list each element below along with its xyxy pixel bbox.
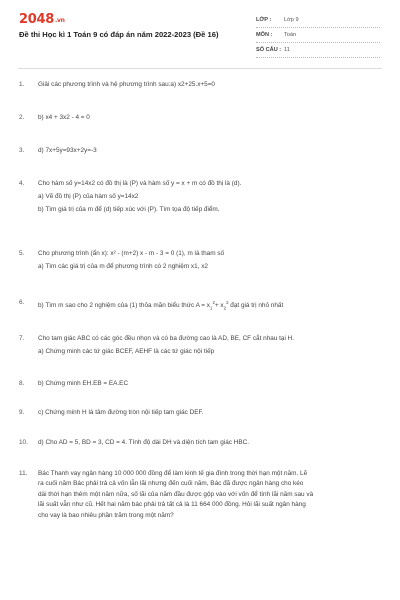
question-8 [19,379,381,389]
page-title: Đề thi Học kì 1 Toán 9 có đáp án năm 2022-2023 (Đề 16) [19,30,219,39]
question-9 [19,408,381,418]
question-11 [19,469,381,521]
question-text-line: cho vay là bao nhiêu phần trăm trong một năm? [38,511,174,519]
meta-key: SỐ CÂU : [256,47,282,53]
question-number: 11. [19,470,28,477]
question-10 [19,438,381,448]
question-text: c) Chứng minh H là tâm đường tròn nội tiếp tam giác DEF. [38,409,204,416]
question-7 [19,334,381,357]
brand-logo[interactable] [19,12,65,27]
meta-row-subject [256,28,380,43]
question-text: Cho phương trình (ẩn x): x² - (m+2) x - m - 3 = 0 (1), m là tham số [38,250,225,257]
question-part-a: a) Tìm các giá trị của m để phương trình có 2 nghiệm x1, x2 [38,262,208,270]
brand-suffix: .vn [54,17,65,24]
question-text-line: ra cuối năm Bác phải trả cả vốn lẫn lãi nhưng đến cuối năm, Bác đã được ngân hàng cho kéo [38,480,304,488]
question-text: d) 7x+5y=93x+2y=-3 [38,147,97,154]
question-part-a: a) Chứng minh các tứ giác BCEF, AEHF là các tứ giác nội tiếp [38,347,215,355]
meta-value: Lớp 9 [284,17,299,23]
header-divider [18,68,382,69]
question-5 [19,249,381,272]
meta-row-class [256,13,380,28]
question-number: 2. [19,114,25,121]
superscript: 2 [226,300,229,305]
question-text: b) x4 + 3x2 - 4 = 0 [38,114,90,121]
question-text [38,298,381,314]
question-text: d) Cho AD = 5, BD = 3, CD = 4. Tính độ dài DH và diện tích tam giác HBC. [38,439,250,446]
meta-row-count [256,43,380,58]
question-text: Cho tam giác ABC có các góc đều nhọn và có ba đường cao là AD, BE, CF cắt nhau tại H. [38,335,295,342]
meta-value: 11 [284,47,290,53]
text-mid: + x [214,302,224,310]
meta-key: LỚP : [256,17,272,23]
question-text-line: Bác Thanh vay ngân hàng 10 000 000 đồng để làm kinh tế gia đình trong thời hạn một năm. Lẽ [38,470,308,477]
text-post: đạt giá trị nhỏ nhất [228,302,284,310]
question-part-a: a) Vẽ đồ thị (P) của hàm số y=14x2 [38,192,139,200]
question-3 [19,146,381,156]
question-number: 5. [19,250,25,257]
question-number: 1. [19,81,25,88]
question-6 [19,298,381,314]
question-number: 9. [19,409,25,416]
meta-value: Toán [284,32,297,38]
meta-key: MÔN : [256,32,273,38]
superscript: 2 [212,300,215,305]
question-1 [19,80,381,90]
text-pre: b) Tìm m sao cho 2 nghiệm của (1) thỏa mãn biểu thức A = x [38,302,210,310]
question-text: Cho hàm số y=14x2 có đồ thị là (P) và hàm số y = x + m có đồ thị là (d). [38,180,242,187]
question-text: Giải các phương trình và hệ phương trình sau:a) x2+25.x+5=0 [38,81,215,88]
question-part-b: b) Tìm giá trị của m để (d) tiếp xúc với (P). Tìm tọa độ tiếp điểm. [38,205,220,213]
question-number: 3. [19,147,25,154]
question-number: 8. [19,380,25,387]
question-text-line: lãi suất vẫn như cũ. Hết hai năm bác phải trả tất cả là 11 664 000 đồng. Hỏi lãi suất ngân hàng [38,501,306,509]
exam-meta [256,13,380,58]
question-number: 10. [19,439,28,446]
question-number: 7. [19,335,25,342]
brand-name: 2048 [19,12,54,27]
question-2 [19,113,381,123]
question-number: 4. [19,180,25,187]
question-4 [19,179,381,215]
subscript: 1 [210,305,213,311]
question-number: 6. [19,299,25,306]
question-text: b) Chứng minh EH.EB = EA.EC [38,380,129,387]
subscript: 2 [223,305,227,311]
question-text-line: dài thời hạn thêm một năm nữa, số lãi của năm đầu được gộp vào với vốn để tính lãi năm sau và [38,490,314,498]
